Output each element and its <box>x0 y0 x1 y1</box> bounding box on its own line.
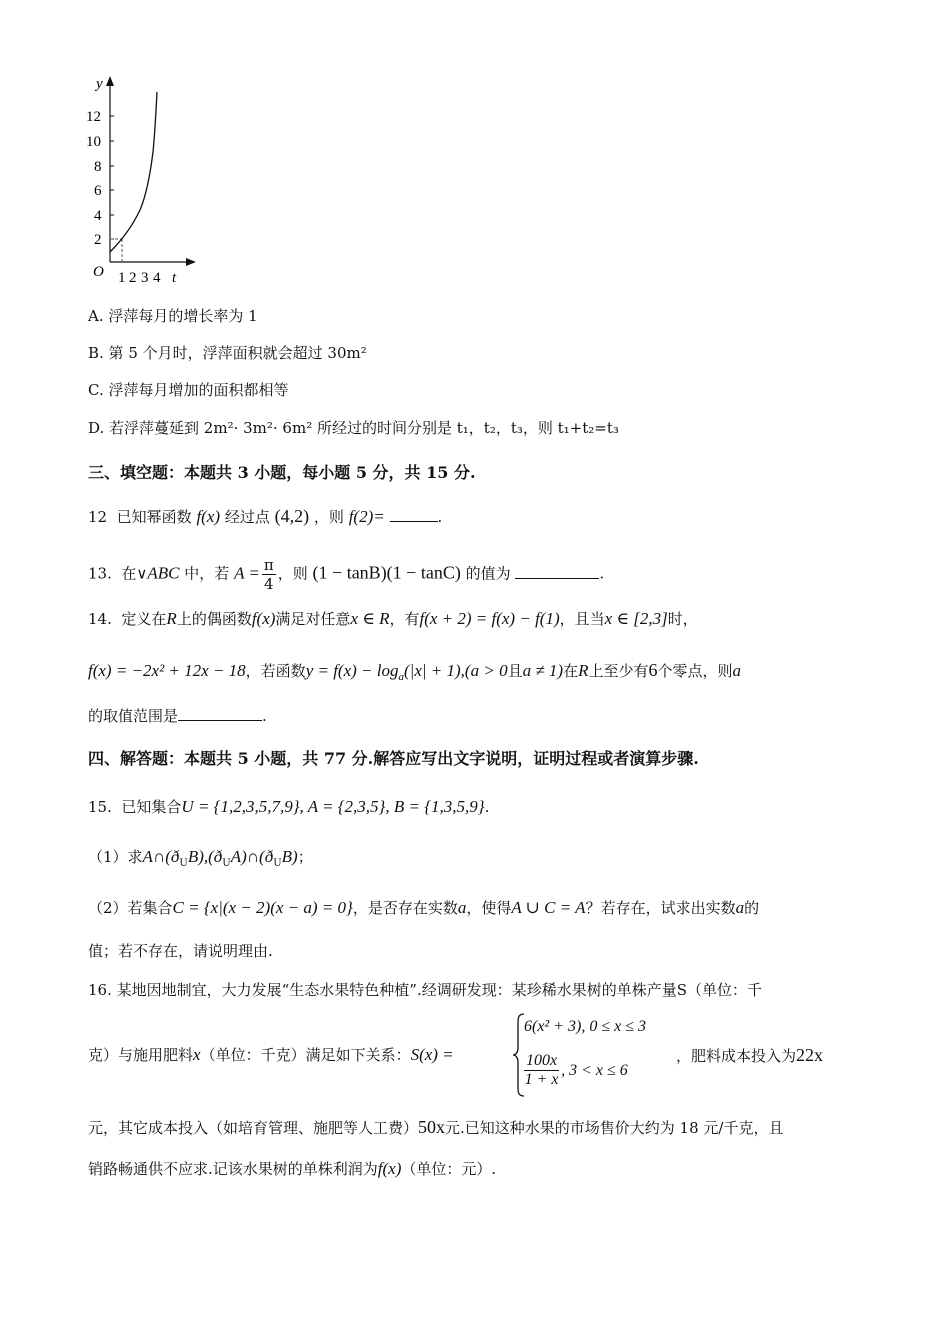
fraction-numerator: 100x <box>526 1052 558 1069</box>
q12-point: (4,2) <box>274 506 310 526</box>
q12-text: ，则 <box>313 508 344 526</box>
question-14-line2 <box>88 660 741 687</box>
q14-function-y: y = f(x) − log <box>305 661 399 680</box>
q13-text: ，则 <box>277 564 308 583</box>
q13-end: . <box>599 564 605 583</box>
q14-text: 上的偶函数 <box>176 610 252 628</box>
q12-expr: f(2)= <box>348 507 385 526</box>
question-15-part1 <box>88 847 313 874</box>
q14-text: ，若函数 <box>245 662 306 680</box>
growth-graph <box>82 72 202 287</box>
q15-text: （1）求 <box>88 848 143 866</box>
fraction-denominator: 4 <box>264 575 274 593</box>
q14-number: 14. <box>88 610 112 628</box>
q15-expr: B) <box>281 847 298 866</box>
question-16-line2-tail <box>676 1045 823 1066</box>
q15-expr: B),(ð <box>187 847 223 866</box>
q16-text: 元，其它成本投入（如培育管理、施肥等人工费） <box>88 1119 419 1137</box>
q16-text: 元.已知这种水果的市场售价大约为 18 元/千克，且 <box>445 1119 784 1137</box>
option-d: D. 若浮萍蔓延到 2m²· 3m²· 6m² 所经过的时间分别是 t₁，t₂，t₃，则 t₁+t₂=t₃ <box>88 419 619 437</box>
q15-sub: U <box>222 858 231 869</box>
question-16-line4 <box>88 1159 496 1179</box>
q14-text: 满足对任意 <box>275 610 351 628</box>
q16-text: （单位：元）. <box>401 1160 497 1178</box>
q15-text: 已知集合 <box>121 798 182 816</box>
q12-end: . <box>437 508 443 526</box>
t-axis-arrow <box>186 258 196 266</box>
y-tick-label: 6 <box>94 183 102 199</box>
q16-text: ，肥料成本投入为 <box>676 1047 797 1065</box>
section4-heading: 四、解答题：本题共 5 小题，共 77 分.解答应写出文字说明，证明过程或者演算步骤. <box>88 749 699 768</box>
q12-text: 经过点 <box>224 508 270 526</box>
option-b: B. 第 5 个月时，浮萍面积就会超过 30m² <box>88 344 367 362</box>
y-axis-label: y <box>96 76 103 92</box>
q16-text: 销路畅通供不应求.记该水果树的单株利润为 <box>88 1160 378 1178</box>
q13-fraction <box>262 556 276 593</box>
option-a: A. 浮萍每月的增长率为 1 <box>88 307 258 325</box>
q16-case2-fraction <box>524 1052 559 1089</box>
q13-expr: (1 − tanB)(1 − tanC) <box>312 562 461 583</box>
question-12 <box>88 506 442 527</box>
q15-sub: U <box>273 858 282 869</box>
q15-end: ； <box>297 848 313 866</box>
q16-var-x: x <box>193 1045 201 1064</box>
q16-case2-condition: , 3 < x ≤ 6 <box>561 1062 628 1079</box>
y-tick-label: 2 <box>94 232 102 248</box>
q14-set-r: R <box>578 661 589 680</box>
q14-text: 的取值范围是 <box>88 707 179 725</box>
q15-sub: U <box>179 858 188 869</box>
q14-fx-definition: f(x) = −2x² + 12x − 18 <box>88 661 246 680</box>
q14-log-arg: (|x| + 1),(a > 0 <box>404 661 508 680</box>
section3-heading: 三、填空题：本题共 3 小题，每小题 5 分，共 15 分. <box>88 463 476 482</box>
t-tick-label: 4 <box>153 270 161 286</box>
y-tick-label: 12 <box>86 109 101 125</box>
q15-text: ，是否存在实数 <box>352 899 458 917</box>
q14-text: 定义在 <box>121 610 167 628</box>
q14-fx: f(x) <box>251 609 276 628</box>
q14-text: ，有 <box>389 610 420 628</box>
q16-cost: 22x <box>796 1045 824 1065</box>
q14-text: 在 <box>563 662 579 680</box>
q16-case1: 6(x² + 3), 0 ≤ x ≤ 3 <box>524 1018 647 1035</box>
question-16-line2 <box>88 1045 454 1065</box>
question-15 <box>88 797 489 817</box>
q15-text: ？若存在，试求出实数 <box>585 899 736 917</box>
fraction-numerator: π <box>263 556 274 574</box>
q15-set-c: C = {x|(x − 2)(x − a) = 0} <box>172 898 353 917</box>
q14-set-r: R <box>166 609 177 628</box>
q14-equation: f(x + 2) = f(x) − f(1) <box>419 609 560 628</box>
q14-x-in-r: x ∈ R <box>350 609 390 628</box>
q15-var-a: a <box>735 898 745 917</box>
question-16-line3 <box>88 1117 783 1138</box>
q14-interval: x ∈ [2,3] <box>604 609 668 628</box>
q16-text: 克）与施用肥料 <box>88 1046 194 1064</box>
q13-text: 的值为 <box>465 564 511 583</box>
q13-angle: A = <box>234 563 260 583</box>
q15-expr: A∩(ð <box>142 847 180 866</box>
q14-count: 6 <box>648 660 658 680</box>
q16-profit-fn: f(x) <box>377 1159 402 1178</box>
t-tick-label: 1 <box>118 270 126 286</box>
q16-function-s: S(x) = <box>410 1045 454 1064</box>
q16-case2 <box>522 1052 628 1089</box>
q14-condition: a ≠ 1) <box>522 661 564 680</box>
q15-union: A ∪ C = A <box>511 898 586 917</box>
fraction-denominator: 1 + x <box>524 1071 559 1088</box>
question-14-line1 <box>88 609 698 629</box>
q15-end: . <box>484 798 490 816</box>
q14-text: 且 <box>507 662 523 680</box>
q13-number: 13. <box>88 564 112 583</box>
y-tick-label: 4 <box>94 208 102 224</box>
q12-expr: f(x) <box>196 507 221 526</box>
question-16-line1: 16. 某地因地制宜，大力发展“生态水果特色种植”.经调研发现：某珍稀水果树的单株产量S（单位：千 <box>88 981 763 999</box>
q14-text: 时， <box>667 610 698 628</box>
q14-text: 上至少有 <box>588 662 649 680</box>
answer-blank <box>178 706 262 721</box>
q14-end: . <box>262 707 267 725</box>
q15-var-a: a <box>457 898 467 917</box>
q15-text: 的 <box>744 899 760 917</box>
q12-number: 12 <box>88 508 108 526</box>
q15-sets: U = {1,2,3,5,7,9}, A = {2,3,5}, B = {1,3,5,9} <box>181 797 485 816</box>
question-15-part2 <box>88 898 759 918</box>
y-tick-label: 10 <box>86 134 101 150</box>
exponential-curve <box>110 92 157 252</box>
q16-text: （单位：千克）满足如下关系： <box>200 1046 411 1064</box>
question-14-line3 <box>88 706 267 726</box>
question-13 <box>88 556 604 593</box>
q15-text: （2）若集合 <box>88 899 173 917</box>
question-15-part2-line2: 值；若不存在，请说明理由. <box>88 942 273 960</box>
q12-text: 已知幂函数 <box>116 508 192 526</box>
y-axis-arrow <box>106 76 114 86</box>
t-axis-label: t <box>172 270 177 286</box>
q15-expr: A)∩(ð <box>230 847 274 866</box>
q13-text: 中，若 <box>184 564 230 583</box>
t-tick-label: 3 <box>141 270 149 286</box>
y-tick-label: 8 <box>94 159 102 175</box>
q15-number: 15. <box>88 798 112 816</box>
q13-text: 在∨ <box>121 564 148 583</box>
q14-var-a: a <box>732 661 742 680</box>
q14-text: 个零点，则 <box>657 662 733 680</box>
answer-blank <box>390 507 438 522</box>
answer-blank <box>515 564 599 579</box>
origin-label: O <box>93 264 104 280</box>
option-c: C. 浮萍每月增加的面积都相等 <box>88 381 289 399</box>
q16-cost: 50x <box>418 1117 446 1137</box>
q14-log-base: a <box>398 671 404 683</box>
q14-text: ，且当 <box>559 610 605 628</box>
t-tick-label: 2 <box>129 270 137 286</box>
q15-text: ，使得 <box>466 899 512 917</box>
q13-triangle: ABC <box>147 563 180 583</box>
